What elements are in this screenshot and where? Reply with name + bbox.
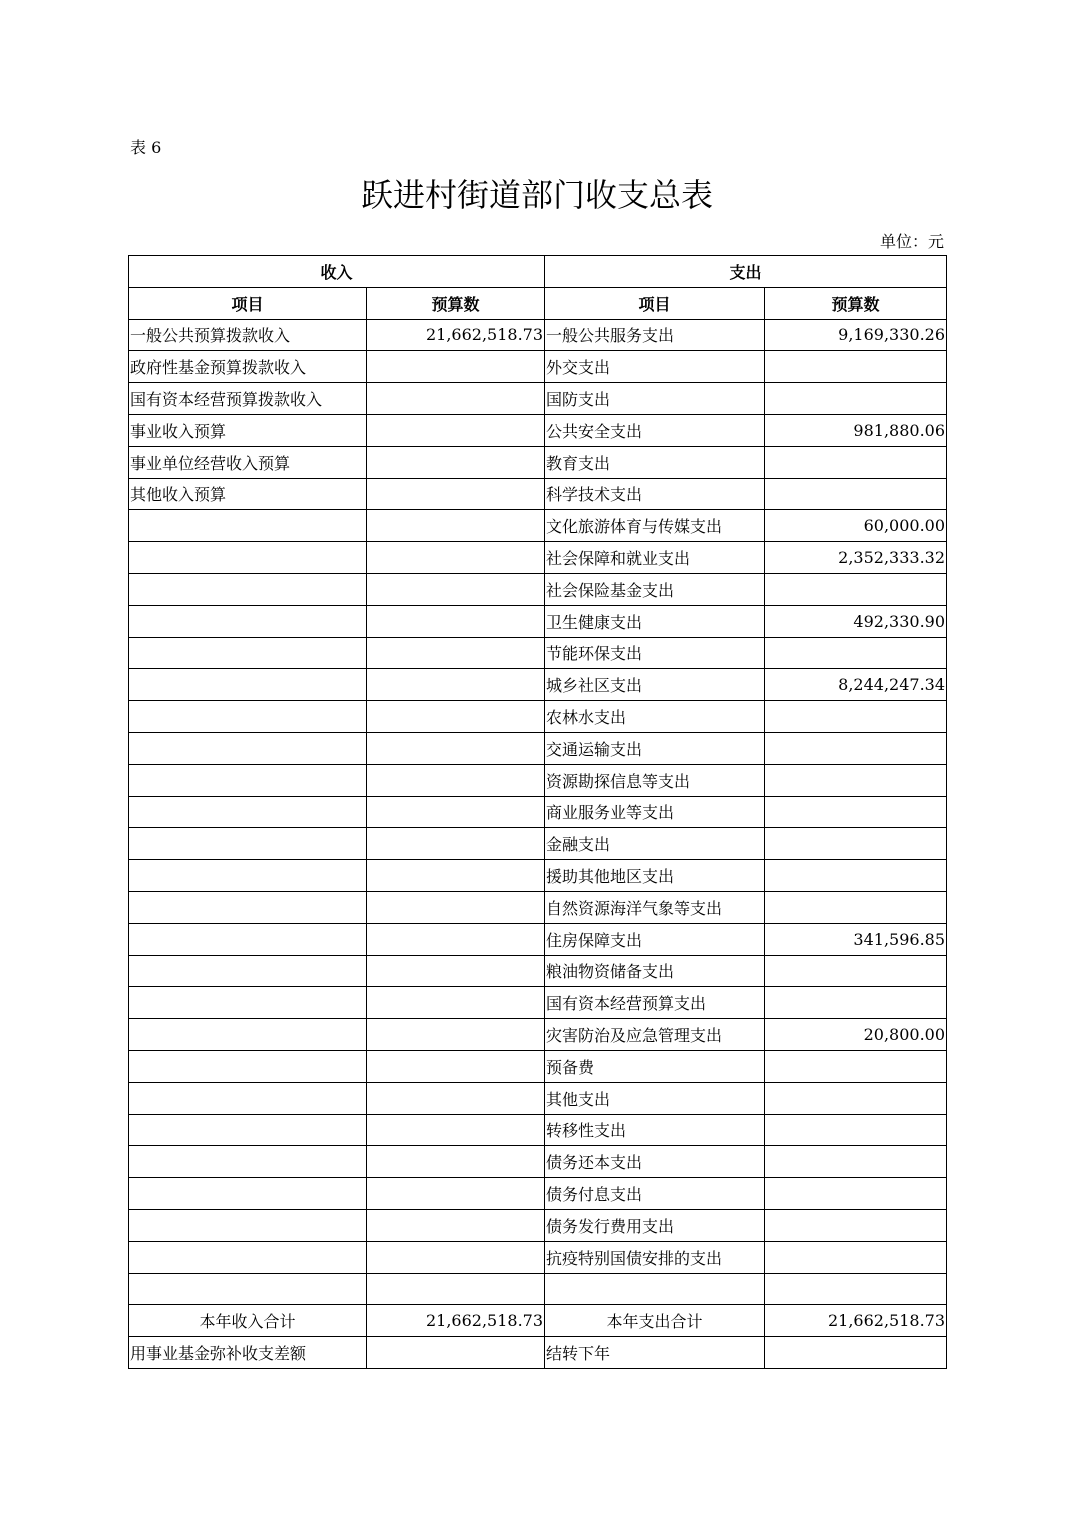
income-amount [367, 860, 545, 892]
table-label: 表 6 [130, 138, 162, 157]
expense-item: 债务发行费用支出 [545, 1209, 765, 1241]
income-item: 事业单位经营收入预算 [129, 446, 367, 478]
expense-amount [765, 732, 947, 764]
income-amount [367, 796, 545, 828]
income-item: 国有资本经营预算拨款收入 [129, 383, 367, 415]
table-row [129, 1241, 947, 1273]
income-item [129, 1209, 367, 1241]
table-row [129, 351, 947, 383]
expense-item: 卫生健康支出 [545, 605, 765, 637]
expense-item: 粮油物资储备支出 [545, 955, 765, 987]
income-amount [367, 478, 545, 510]
expense-amount [765, 828, 947, 860]
income-amount [367, 828, 545, 860]
table-row [129, 1146, 947, 1178]
expense-amount [765, 860, 947, 892]
income-item [129, 796, 367, 828]
income-item [129, 1082, 367, 1114]
table-row [129, 383, 947, 415]
expense-amount: 9,169,330.26 [765, 319, 947, 351]
expense-item: 援助其他地区支出 [545, 860, 765, 892]
table-row [129, 923, 947, 955]
income-amount [367, 383, 545, 415]
income-header: 收入 [129, 256, 545, 288]
expense-item: 债务还本支出 [545, 1146, 765, 1178]
expense-amount: 60,000.00 [765, 510, 947, 542]
income-amount [367, 1114, 545, 1146]
income-item [129, 732, 367, 764]
expense-item: 文化旅游体育与传媒支出 [545, 510, 765, 542]
expense-amount [765, 1241, 947, 1273]
table-row [129, 573, 947, 605]
income-amount [367, 1146, 545, 1178]
income-amount [367, 1273, 545, 1305]
income-item-header: 项目 [129, 287, 367, 319]
income-amount: 21,662,518.73 [367, 319, 545, 351]
income-item [129, 987, 367, 1019]
income-amount [367, 732, 545, 764]
income-amount [367, 573, 545, 605]
income-amount [367, 669, 545, 701]
income-item [129, 955, 367, 987]
expense-item: 农林水支出 [545, 701, 765, 733]
income-item [129, 1146, 367, 1178]
income-item: 用事业基金弥补收支差额 [129, 1337, 367, 1369]
expense-item: 自然资源海洋气象等支出 [545, 891, 765, 923]
income-amount [367, 955, 545, 987]
income-amount [367, 1178, 545, 1210]
expense-total-label: 本年支出合计 [545, 1305, 765, 1337]
expense-header: 支出 [545, 256, 947, 288]
expense-item: 交通运输支出 [545, 732, 765, 764]
income-item: 其他收入预算 [129, 478, 367, 510]
income-item [129, 701, 367, 733]
table-row [129, 701, 947, 733]
income-amount [367, 510, 545, 542]
page-title: 跃进村街道部门收支总表 [360, 176, 713, 214]
table-row [129, 446, 947, 478]
income-item [129, 573, 367, 605]
table-row [129, 1273, 947, 1305]
expense-amount [765, 478, 947, 510]
expense-item: 预备费 [545, 1050, 765, 1082]
expense-item [545, 1273, 765, 1305]
expense-amount [765, 764, 947, 796]
income-item [129, 605, 367, 637]
income-item [129, 510, 367, 542]
income-item [129, 1019, 367, 1051]
expense-item: 一般公共服务支出 [545, 319, 765, 351]
income-amount [367, 1337, 545, 1369]
table-row [129, 1178, 947, 1210]
table-row [129, 1019, 947, 1051]
expense-amount: 20,800.00 [765, 1019, 947, 1051]
expense-amount [765, 955, 947, 987]
income-item [129, 1050, 367, 1082]
expense-item: 节能环保支出 [545, 637, 765, 669]
income-total-amount: 21,662,518.73 [367, 1305, 545, 1337]
income-item [129, 637, 367, 669]
totals-row [129, 1305, 947, 1337]
table-row [129, 605, 947, 637]
income-amount [367, 605, 545, 637]
expense-item: 住房保障支出 [545, 923, 765, 955]
expense-amount [765, 446, 947, 478]
income-amount [367, 987, 545, 1019]
income-amount [367, 446, 545, 478]
table-row [129, 1050, 947, 1082]
expense-item: 抗疫特别国债安排的支出 [545, 1241, 765, 1273]
income-amount [367, 1241, 545, 1273]
expense-amount: 341,596.85 [765, 923, 947, 955]
expense-amount: 981,880.06 [765, 414, 947, 446]
expense-amount [765, 573, 947, 605]
expense-amount: 2,352,333.32 [765, 542, 947, 574]
table-row [129, 860, 947, 892]
expense-amount [765, 796, 947, 828]
income-item [129, 1273, 367, 1305]
table-row [129, 955, 947, 987]
expense-item: 国有资本经营预算支出 [545, 987, 765, 1019]
expense-amount [765, 1146, 947, 1178]
expense-amount [765, 701, 947, 733]
income-item [129, 828, 367, 860]
table-row [129, 1082, 947, 1114]
table-row [129, 1209, 947, 1241]
income-item [129, 923, 367, 955]
table-row [129, 732, 947, 764]
expense-item: 债务付息支出 [545, 1178, 765, 1210]
income-amount [367, 1050, 545, 1082]
expense-amount [765, 1082, 947, 1114]
table-row [129, 319, 947, 351]
income-item [129, 1241, 367, 1273]
expense-amount [765, 1114, 947, 1146]
table-row [129, 891, 947, 923]
expense-item: 资源勘探信息等支出 [545, 764, 765, 796]
expense-item: 外交支出 [545, 351, 765, 383]
expense-item: 教育支出 [545, 446, 765, 478]
income-item [129, 764, 367, 796]
income-item [129, 860, 367, 892]
expense-amount [765, 1209, 947, 1241]
income-amount [367, 923, 545, 955]
table-row [129, 764, 947, 796]
expense-item: 转移性支出 [545, 1114, 765, 1146]
expense-item: 城乡社区支出 [545, 669, 765, 701]
expense-amount [765, 891, 947, 923]
table-row [129, 987, 947, 1019]
table-row [129, 1337, 947, 1369]
table-row [129, 510, 947, 542]
table-row [129, 414, 947, 446]
expense-item-header: 项目 [545, 287, 765, 319]
expense-amount: 492,330.90 [765, 605, 947, 637]
expense-item: 灾害防治及应急管理支出 [545, 1019, 765, 1051]
income-amount [367, 1019, 545, 1051]
expense-item: 其他支出 [545, 1082, 765, 1114]
expense-amount [765, 987, 947, 1019]
table-row [129, 796, 947, 828]
expense-amount: 8,244,247.34 [765, 669, 947, 701]
income-item: 一般公共预算拨款收入 [129, 319, 367, 351]
income-amount [367, 701, 545, 733]
column-header-row [129, 287, 947, 319]
expense-item: 国防支出 [545, 383, 765, 415]
expense-amount [765, 637, 947, 669]
income-item: 政府性基金预算拨款收入 [129, 351, 367, 383]
income-amount [367, 414, 545, 446]
income-amount [367, 891, 545, 923]
expense-total-amount: 21,662,518.73 [765, 1305, 947, 1337]
table-row [129, 478, 947, 510]
income-budget-header: 预算数 [367, 287, 545, 319]
expense-item: 科学技术支出 [545, 478, 765, 510]
income-item [129, 891, 367, 923]
budget-table [128, 255, 947, 1369]
expense-amount [765, 1273, 947, 1305]
table-row [129, 669, 947, 701]
table-row [129, 1114, 947, 1146]
expense-item: 社会保险基金支出 [545, 573, 765, 605]
income-amount [367, 764, 545, 796]
income-amount [367, 1209, 545, 1241]
table-row [129, 828, 947, 860]
expense-amount [765, 351, 947, 383]
section-header-row [129, 256, 947, 288]
expense-amount [765, 1337, 947, 1369]
expense-budget-header: 预算数 [765, 287, 947, 319]
unit-label: 单位：元 [879, 232, 944, 251]
expense-item: 商业服务业等支出 [545, 796, 765, 828]
expense-amount [765, 1050, 947, 1082]
income-total-label: 本年收入合计 [129, 1305, 367, 1337]
expense-item: 金融支出 [545, 828, 765, 860]
expense-amount [765, 383, 947, 415]
income-amount [367, 351, 545, 383]
expense-amount [765, 1178, 947, 1210]
table-row [129, 637, 947, 669]
expense-item: 结转下年 [545, 1337, 765, 1369]
table-row [129, 542, 947, 574]
income-item [129, 1178, 367, 1210]
income-item: 事业收入预算 [129, 414, 367, 446]
income-amount [367, 1082, 545, 1114]
income-amount [367, 637, 545, 669]
income-item [129, 669, 367, 701]
expense-item: 公共安全支出 [545, 414, 765, 446]
expense-item: 社会保障和就业支出 [545, 542, 765, 574]
income-amount [367, 542, 545, 574]
income-item [129, 542, 367, 574]
income-item [129, 1114, 367, 1146]
